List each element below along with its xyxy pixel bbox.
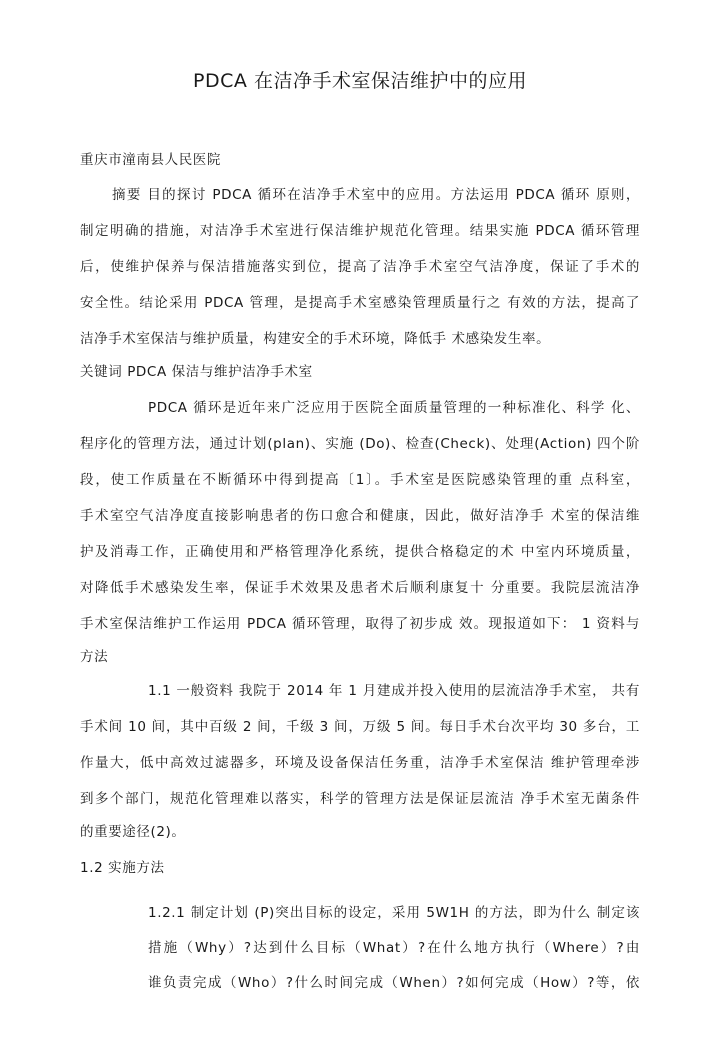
intro-line: 手术室保洁维护工作运用 PDCA 循环管理，取得了初步成 效。现报道如下： 1 资料与 [80, 616, 640, 632]
intro-line: PDCA 循环是近年来广泛应用于医院全面质量管理的一种标准化、科学 化、 [148, 400, 640, 416]
section-1-1-line: 作量大，低中高效过滤器多，环境及设备保洁任务重，洁净手术室保洁 维护管理牵涉 [80, 755, 640, 771]
intro-line: 段，使工作质量在不断循环中得到提高〔1〕。手术室是医院感染管理的重 点科室， [80, 472, 640, 488]
section-1-1-line: 到多个部门，规范化管理难以落实，科学的管理方法是保证层流洁 净手术室无菌条件 [80, 791, 640, 807]
intro-line: 手术室空气洁净度直接影响患者的伤口愈合和健康，因此，做好洁净手 术室的保洁维 [80, 508, 640, 524]
abstract-line: 摘要 目的探讨 PDCA 循环在洁净手术室中的应用。方法运用 PDCA 循环 原则， [112, 187, 640, 203]
intro-line: 程序化的管理方法，通过计划(plan)、实施 (Do)、检查(Check)、处理(Action) 四个阶 [80, 436, 640, 452]
abstract-line: 洁净手术室保洁与维护质量，构建安全的手术环境，降低手 术感染发生率。 [80, 331, 551, 347]
intro-line: 对降低手术感染发生率，保证手术效果及患者术后顺利康复十 分重要。我院层流洁净 [80, 580, 640, 596]
section-1-2-1-line: 1.2.1 制定计划 (P)突出目标的设定，采用 5W1H 的方法，即为什么 制定该 [148, 905, 640, 921]
section-1-1-line: 的重要途径(2)。 [80, 824, 186, 840]
keywords: 关键词 PDCA 保洁与维护洁净手术室 [80, 364, 313, 380]
section-1-1-line: 1.1 一般资料 我院于 2014 年 1 月建成并投入使用的层流洁净手术室， 共有 [148, 683, 640, 699]
section-1-2-1-line: 措施（Why）?达到什么目标（What）?在什么地方执行（Where）?由 [148, 940, 640, 956]
abstract-line: 安全性。结论采用 PDCA 管理，是提高手术室感染管理质量行之 有效的方法，提高了 [80, 295, 640, 311]
section-1-2-1-line: 谁负责完成（Who）?什么时间完成（When）?如何完成（How）?等，依 [148, 975, 640, 991]
intro-line: 方法 [80, 649, 109, 665]
intro-line: 护及消毒工作，正确使用和严格管理净化系统，提供合格稳定的术 中室内环境质量， [80, 544, 640, 560]
abstract-line: 后，使维护保养与保洁措施落实到位，提高了洁净手术室空气洁净度，保证了手术的 [80, 259, 640, 275]
doc-title: PDCA 在洁净手术室保洁维护中的应用 [193, 70, 527, 92]
abstract-line: 制定明确的措施，对洁净手术室进行保洁维护规范化管理。结果实施 PDCA 循环管理 [80, 223, 640, 239]
section-1-1-line: 手术间 10 间，其中百级 2 间，千级 3 间，万级 5 间。每日手术台次平均 30 多台，工 [80, 719, 640, 735]
author-affiliation: 重庆市潼南县人民医院 [80, 152, 221, 168]
section-heading-1-2: 1.2 实施方法 [80, 860, 165, 876]
